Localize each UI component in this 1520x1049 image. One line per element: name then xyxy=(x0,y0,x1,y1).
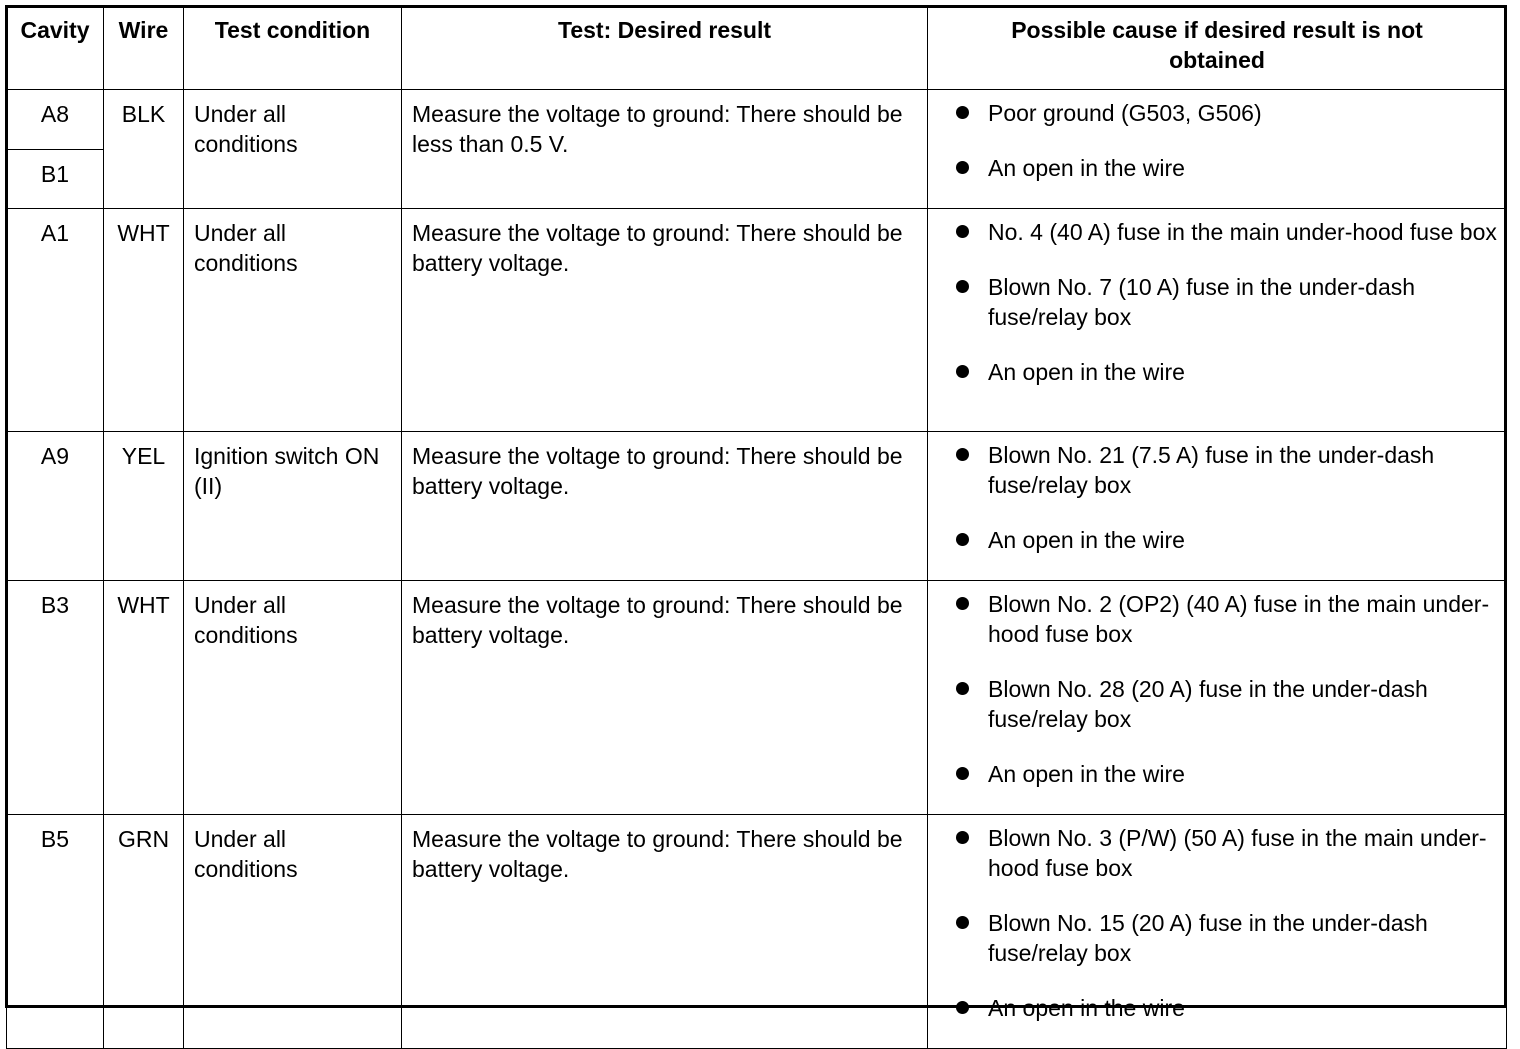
header-row xyxy=(7,7,1507,90)
header-wire: Wire xyxy=(104,7,184,90)
result-cell: Measure the voltage to ground: There should be battery voltage. xyxy=(402,432,928,581)
cause-cell xyxy=(928,432,1507,581)
cause-item xyxy=(956,440,1500,500)
condition-cell: Under all conditions xyxy=(184,90,402,209)
cause-text: Blown No. 21 (7.5 A) fuse in the under-dash fuse/relay box xyxy=(988,442,1435,498)
connector-test-table xyxy=(6,6,1507,1049)
wire-cell: WHT xyxy=(104,209,184,432)
cause-text: Blown No. 28 (20 A) fuse in the under-dash fuse/relay box xyxy=(988,676,1428,732)
cause-text: An open in the wire xyxy=(988,527,1185,553)
condition-cell: Ignition switch ON (II) xyxy=(184,432,402,581)
bullet-icon xyxy=(956,365,969,378)
table-row xyxy=(7,90,1507,150)
cause-text: An open in the wire xyxy=(988,995,1185,1021)
cavity-cell: A8 xyxy=(7,90,104,150)
result-cell: Measure the voltage to ground: There should be less than 0.5 V. xyxy=(402,90,928,209)
cause-text: Blown No. 3 (P/W) (50 A) fuse in the main under-hood fuse box xyxy=(988,825,1487,881)
condition-cell: Under all conditions xyxy=(184,815,402,1049)
cavity-cell: B1 xyxy=(7,150,104,209)
cause-item xyxy=(956,823,1500,883)
bullet-icon xyxy=(956,682,969,695)
cause-text: Blown No. 2 (OP2) (40 A) fuse in the main under-hood fuse box xyxy=(988,591,1490,647)
wire-cell: WHT xyxy=(104,581,184,815)
cause-item xyxy=(956,674,1500,734)
cavity-cell: A9 xyxy=(7,432,104,581)
wire-cell: YEL xyxy=(104,432,184,581)
bullet-icon xyxy=(956,280,969,293)
header-test-condition: Test condition xyxy=(184,7,402,90)
bullet-icon xyxy=(956,448,969,461)
result-cell: Measure the voltage to ground: There should be battery voltage. xyxy=(402,815,928,1049)
bullet-icon xyxy=(956,916,969,929)
cause-cell xyxy=(928,209,1507,432)
table-row xyxy=(7,432,1507,581)
wire-cell: GRN xyxy=(104,815,184,1049)
cause-text: No. 4 (40 A) fuse in the main under-hood fuse box xyxy=(988,219,1497,245)
table-row xyxy=(7,209,1507,432)
bullet-icon xyxy=(956,106,969,119)
bullet-icon xyxy=(956,597,969,610)
cause-item xyxy=(956,153,1500,183)
bullet-icon xyxy=(956,767,969,780)
cause-item xyxy=(956,357,1500,387)
cavity-cell: B5 xyxy=(7,815,104,1049)
cause-cell xyxy=(928,815,1507,1049)
cause-item xyxy=(956,589,1500,649)
cause-item xyxy=(956,993,1500,1023)
bullet-icon xyxy=(956,831,969,844)
bullet-icon xyxy=(956,161,969,174)
cause-text: An open in the wire xyxy=(988,761,1185,787)
table-row xyxy=(7,581,1507,815)
cause-cell xyxy=(928,581,1507,815)
result-cell: Measure the voltage to ground: There should be battery voltage. xyxy=(402,581,928,815)
cause-item xyxy=(956,272,1500,332)
cause-cell xyxy=(928,90,1507,209)
header-desired-result: Test: Desired result xyxy=(402,7,928,90)
cause-item xyxy=(956,525,1500,555)
cause-item xyxy=(956,98,1500,128)
cause-item xyxy=(956,217,1500,247)
bullet-icon xyxy=(956,533,969,546)
cause-text: Blown No. 7 (10 A) fuse in the under-dash fuse/relay box xyxy=(988,274,1416,330)
cavity-cell: A1 xyxy=(7,209,104,432)
condition-cell: Under all conditions xyxy=(184,581,402,815)
cause-item xyxy=(956,759,1500,789)
cause-text: Poor ground (G503, G506) xyxy=(988,100,1262,126)
table-row xyxy=(7,815,1507,1049)
cause-text: An open in the wire xyxy=(988,155,1185,181)
bullet-icon xyxy=(956,225,969,238)
condition-cell: Under all conditions xyxy=(184,209,402,432)
cavity-cell: B3 xyxy=(7,581,104,815)
cause-text: An open in the wire xyxy=(988,359,1185,385)
bullet-icon xyxy=(956,1001,969,1014)
cause-text: Blown No. 15 (20 A) fuse in the under-dash fuse/relay box xyxy=(988,910,1428,966)
header-cavity: Cavity xyxy=(7,7,104,90)
header-possible-cause: Possible cause if desired result is not obtained xyxy=(928,7,1507,90)
cause-item xyxy=(956,908,1500,968)
wire-cell: BLK xyxy=(104,90,184,209)
result-cell: Measure the voltage to ground: There should be battery voltage. xyxy=(402,209,928,432)
